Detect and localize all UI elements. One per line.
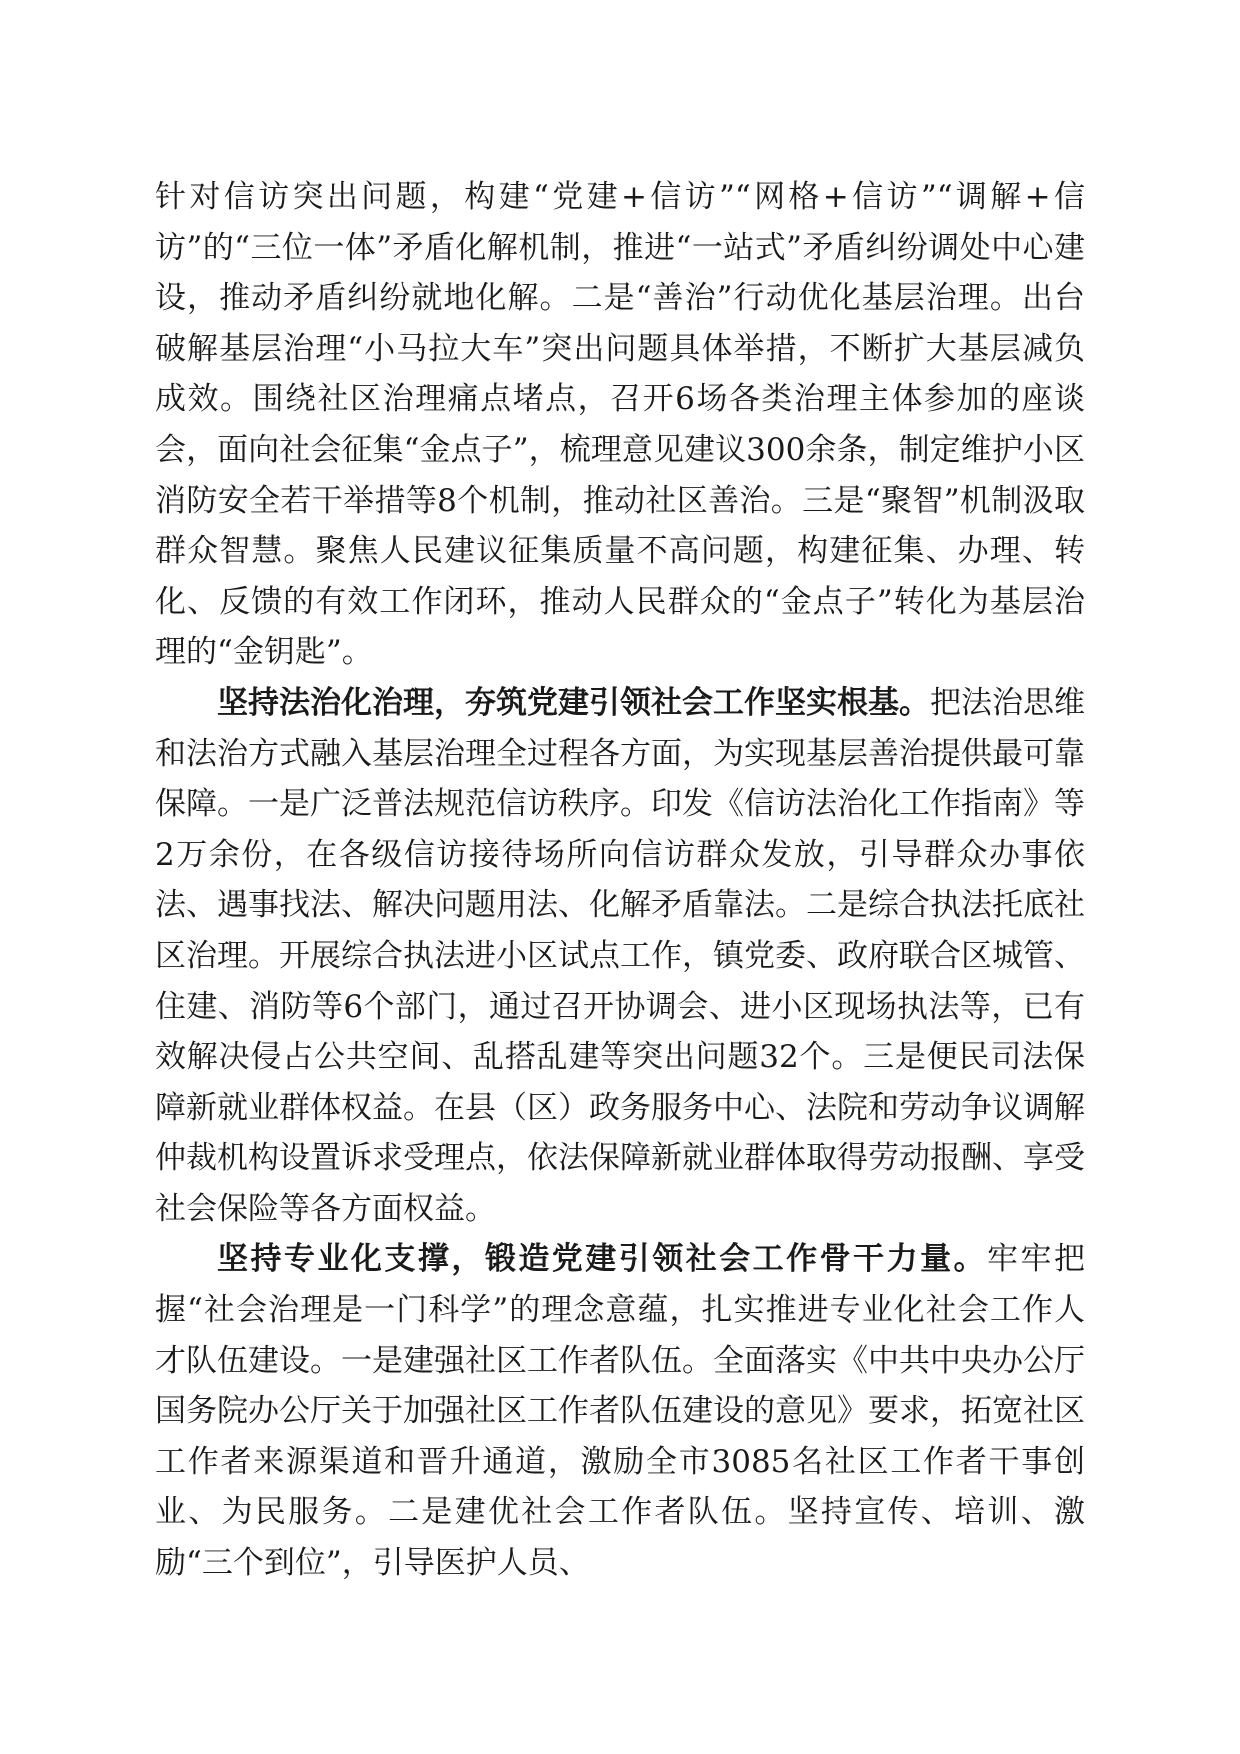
paragraph-1: [155, 172, 1085, 678]
paragraph-2-text: 把法治思维和法治方式融入基层治理全过程各方面，为实现基层善治提供最可靠保障。一是广泛普法规范信访秩序。印发《信访法治化工作指南》等2万余份，在各级信访接待场所向信访群众发放，引导群众办事依法、遇事找法、解决问题用法、化解矛盾靠法。二是综合执法托底社区治理。开展综合执法进小区试点工作，镇党委、政府联合区城管、住建、消防等6个部门，通过召开协调会、进小区现场执法等，已有效解决侵占公共空间、乱搭乱建等突出问题32个。三是便民司法保障新就业群体权益。在县（区）政务服务中心、法院和劳动争议调解仲裁机构设置诉求受理点，依法保障新就业群体取得劳动报酬、享受社会保险等各方面权益。: [155, 684, 1085, 1227]
paragraph-2: [155, 678, 1085, 1235]
paragraph-3-text: 牢牢把握“社会治理是一门科学”的理念意蕴，扎实推进专业化社会工作人才队伍建设。一是建强社区工作者队伍。全面落实《中共中央办公厅 国务院办公厅关于加强社区工作者队伍建设的意见》要求，拓宽社区工作者来源渠道和晋升通道，激励全市3085名社区工作者干事创业、为民服务。二是建优社会工作者队伍。坚持宣传、培训、激励“三个到位”，引导医护人员、: [155, 1241, 1086, 1582]
paragraph-1-text: 针对信访突出问题，构建“党建+信访”“网格+信访”“调解+信访”的“三位一体”矛盾化解机制，推进“一站式”矛盾纠纷调处中心建设，推动矛盾纠纷就地化解。二是“善治”行动优化基层治理。出台破解基层治理“小马拉大车”突出问题具体举措，不断扩大基层减负成效。围绕社区治理痛点堵点，召开6场各类治理主体参加的座谈会，面向社会征集“金点子”，梳理意见建议300余条，制定维护小区消防安全若干举措等8个机制，推动社区善治。三是“聚智”机制汲取群众智慧。聚焦人民建议征集质量不高问题，构建征集、办理、转化、反馈的有效工作闭环，推动人民群众的“金点子”转化为基层治理的“金钥匙”。: [155, 179, 1085, 671]
paragraph-2-heading: 坚持法治化治理，夯筑党建引领社会工作坚实根基。: [217, 684, 930, 721]
document-body: [155, 172, 1085, 1589]
paragraph-3: [155, 1234, 1085, 1588]
paragraph-3-heading: 坚持专业化支撑，锻造党建引领社会工作骨干力量。: [217, 1241, 988, 1278]
